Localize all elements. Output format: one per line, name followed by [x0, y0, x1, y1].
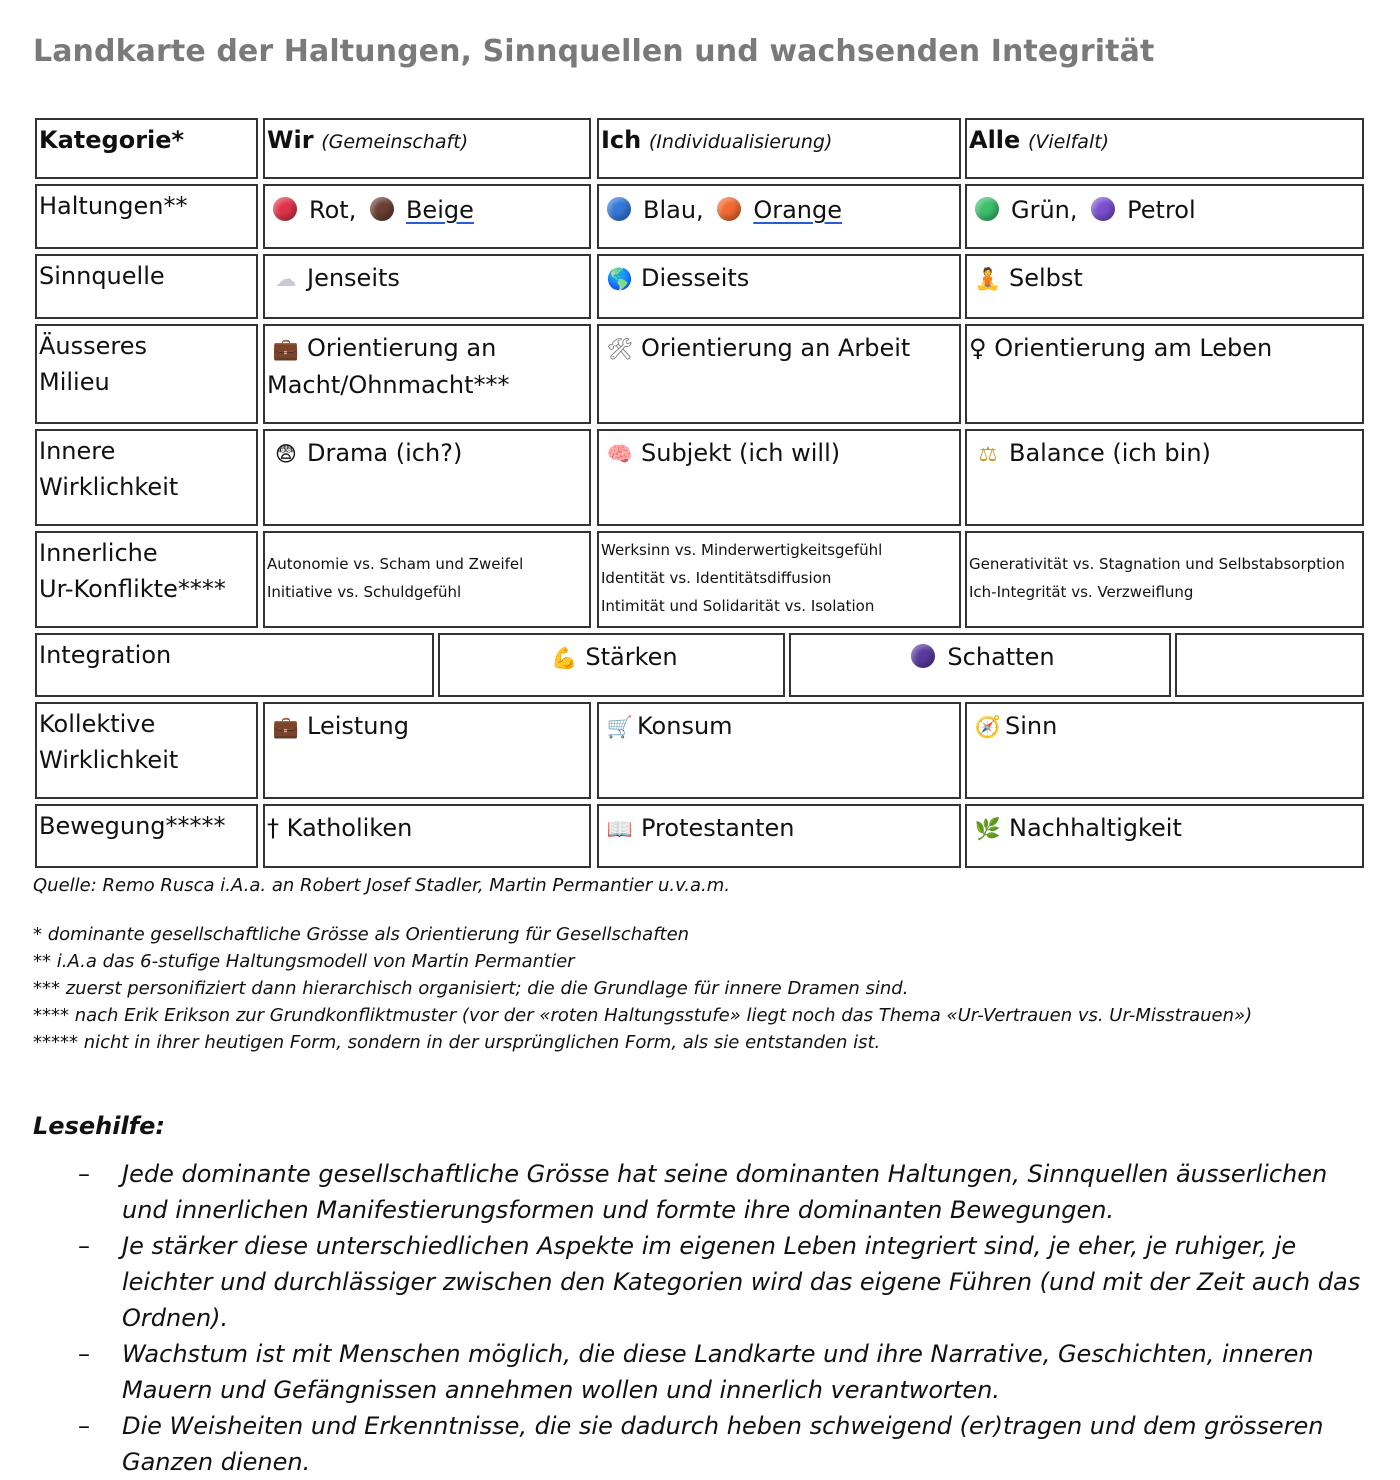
- brown-circle-icon: [370, 197, 394, 221]
- list-item: [33, 1336, 1373, 1408]
- kollektive-label-2: Wirklichkeit: [39, 746, 179, 774]
- lesehilfe-list: [33, 1156, 1373, 1480]
- innere-wir-text: Drama (ich?): [307, 439, 463, 467]
- fearful-face-icon: 😨: [275, 442, 297, 466]
- header-alle: [965, 118, 1364, 179]
- sinnquelle-wir: [263, 254, 591, 319]
- haltung-petrol: Petrol: [1127, 196, 1196, 224]
- konflikt-item: Intimität und Solidarität vs. Isolation: [601, 597, 875, 615]
- bewegung-ich-text: Protestanten: [641, 814, 795, 842]
- purple-circle-icon: [1091, 197, 1115, 221]
- herb-icon: 🌿: [974, 817, 1002, 841]
- bewegung-wir-text: Katholiken: [286, 814, 413, 842]
- integration-label: Integration: [39, 641, 172, 669]
- milieu-label-2: Milieu: [39, 368, 110, 396]
- staerken-text: Stärken: [585, 643, 678, 671]
- haltung-blau: Blau,: [643, 196, 704, 224]
- flexed-biceps-icon: 💪: [551, 646, 578, 670]
- haltungen-ich: [597, 184, 961, 249]
- milieu-alle: [965, 324, 1364, 424]
- row-label-bewegung: [35, 804, 258, 868]
- orange-circle-icon: [717, 197, 741, 221]
- lesehilfe-heading: Lesehilfe:: [33, 1112, 165, 1140]
- brain-icon: 🧠: [606, 442, 634, 466]
- kollektive-ich-text: Konsum: [637, 712, 733, 740]
- header-category: [35, 118, 258, 179]
- kollektive-ich: [597, 702, 961, 799]
- red-circle-icon: [273, 197, 297, 221]
- konflikte-ich: [597, 531, 961, 628]
- list-item: [33, 1228, 1373, 1336]
- integration-empty: [1175, 633, 1364, 697]
- haltungen-alle: [965, 184, 1364, 249]
- row-label-milieu: [35, 324, 258, 424]
- row-label-haltungen: [35, 184, 258, 249]
- page-title: Landkarte der Haltungen, Sinnquellen und wachsenden Integrität: [33, 34, 1155, 69]
- open-book-icon: 📖: [606, 817, 634, 841]
- footnote: **** nach Erik Erikson zur Grundkonfliktmuster (vor der «roten Haltungsstufe» liegt noch das Thema «Ur-Vertrauen vs. Ur-Misstrauen»): [33, 1005, 1253, 1026]
- schatten-text: Schatten: [947, 643, 1055, 671]
- konflikte-alle: [965, 531, 1364, 628]
- milieu-ich-text: Orientierung an Arbeit: [641, 334, 911, 362]
- milieu-alle-text: Orientierung am Leben: [994, 334, 1273, 362]
- venus-icon: ♀: [969, 334, 987, 362]
- integration-schatten: [789, 633, 1171, 697]
- sinnquelle-ich: [597, 254, 961, 319]
- header-category-label: Kategorie*: [39, 126, 185, 154]
- haltungen-label: Haltungen**: [39, 192, 188, 220]
- haltung-orange: Orange: [753, 196, 843, 224]
- lesehilfe-text: Wachstum ist mit Menschen möglich, die diese Landkarte und ihre Narrative, Geschichten, inneren Mauern und Gefängnissen annehmen wollen und innerlich verantworten.: [122, 1340, 1314, 1404]
- footnote: ***** nicht in ihrer heutigen Form, sondern in der ursprünglichen Form, als sie entstanden ist.: [33, 1032, 881, 1053]
- kollektive-alle: [965, 702, 1364, 799]
- meditation-icon: 🧘: [974, 267, 1002, 291]
- innere-ich-text: Subjekt (ich will): [641, 439, 841, 467]
- haltung-gruen: Grün,: [1011, 196, 1078, 224]
- haltung-beige: Beige: [405, 196, 474, 224]
- lesehilfe-text: Die Weisheiten und Erkenntnisse, die sie dadurch heben schweigend (er)tragen und dem grösseren Ganzen dienen.: [122, 1412, 1324, 1476]
- header-alle-label: Alle: [969, 126, 1021, 154]
- kollektive-wir-text: Leistung: [307, 712, 409, 740]
- row-label-konflikte: [35, 531, 258, 628]
- konflikte-label-1: Innerliche: [39, 539, 158, 567]
- bewegung-alle-text: Nachhaltigkeit: [1009, 814, 1182, 842]
- footnote: ** i.A.a das 6-stufige Haltungsmodell von Martin Permantier: [33, 951, 575, 972]
- konflikt-item: Generativität vs. Stagnation und Selbstabsorption: [969, 555, 1345, 573]
- innere-label-1: Innere: [39, 437, 116, 465]
- source-note: Quelle: Remo Rusca i.A.a. an Robert Josef Stadler, Martin Permantier u.v.a.m.: [33, 875, 731, 896]
- dash-bullet: –: [78, 1232, 90, 1260]
- milieu-wir-text-2: Macht/Ohnmacht***: [267, 371, 510, 399]
- kollektive-alle-text: Sinn: [1005, 712, 1058, 740]
- innere-wir: [263, 429, 591, 526]
- konflikte-wir: [263, 531, 591, 628]
- konflikt-item: Initiative vs. Schuldgefühl: [267, 583, 462, 601]
- innere-alle: [965, 429, 1364, 526]
- milieu-wir: [263, 324, 591, 424]
- sinnquelle-label: Sinnquelle: [39, 262, 165, 290]
- konflikt-item: Autonomie vs. Scham und Zweifel: [267, 555, 524, 573]
- dash-bullet: –: [78, 1160, 90, 1188]
- bewegung-alle: [965, 804, 1364, 868]
- compass-icon: 🧭: [974, 715, 1002, 739]
- konflikt-item: Ich-Integrität vs. Verzweiflung: [969, 583, 1194, 601]
- briefcase-icon: 💼: [272, 715, 300, 739]
- konflikte-label-2: Ur-Konflikte****: [39, 575, 226, 603]
- dash-bullet: –: [78, 1340, 90, 1368]
- header-ich: [597, 118, 961, 179]
- footnote: * dominante gesellschaftliche Grösse als Orientierung für Gesellschaften: [33, 924, 690, 945]
- header-wir: [263, 118, 591, 179]
- innere-ich: [597, 429, 961, 526]
- haltungen-wir: [263, 184, 591, 249]
- header-wir-label: Wir: [267, 126, 314, 154]
- footnote: *** zuerst personifiziert dann hierarchisch organisiert; die die Grundlage für innere Dramen sind.: [33, 978, 909, 999]
- innere-label-2: Wirklichkeit: [39, 473, 179, 501]
- haltung-rot: Rot,: [309, 196, 357, 224]
- green-circle-icon: [975, 197, 999, 221]
- globe-icon: 🌎: [606, 267, 634, 291]
- lesehilfe-text: Je stärker diese unterschiedlichen Aspekte im eigenen Leben integriert sind, je eher, je ruhiger, je leichter und durchlässiger zwischen den Kategorien wird das eigene Führen (und mit der Zeit auch das Ordnen).: [122, 1232, 1361, 1332]
- kollektive-label-1: Kollektive: [39, 710, 156, 738]
- milieu-label-1: Äusseres: [39, 332, 148, 360]
- kollektive-wir: [263, 702, 591, 799]
- row-label-kollektive: [35, 702, 258, 799]
- sinnquelle-ich-text: Diesseits: [641, 264, 750, 292]
- dash-bullet: –: [78, 1412, 90, 1440]
- row-label-integration: [35, 633, 434, 697]
- milieu-ich: [597, 324, 961, 424]
- header-alle-sub: (Vielfalt): [1027, 131, 1110, 153]
- briefcase-icon: 💼: [272, 337, 300, 361]
- row-label-sinnquelle: [35, 254, 258, 319]
- sinnquelle-wir-text: Jenseits: [307, 264, 400, 292]
- dagger-cross-icon: †: [267, 814, 279, 842]
- konflikt-item: Identität vs. Identitätsdiffusion: [601, 569, 832, 587]
- blue-circle-icon: [607, 197, 631, 221]
- bewegung-wir: [263, 804, 591, 868]
- list-item: [33, 1156, 1373, 1228]
- integration-staerken: [438, 633, 785, 697]
- header-ich-label: Ich: [601, 126, 642, 154]
- row-label-innere: [35, 429, 258, 526]
- konflikt-item: Werksinn vs. Minderwertigkeitsgefühl: [601, 541, 883, 559]
- list-item: [33, 1408, 1373, 1480]
- sinnquelle-alle-text: Selbst: [1009, 264, 1083, 292]
- innere-alle-text: Balance (ich bin): [1009, 439, 1211, 467]
- tools-icon: 🛠: [606, 337, 634, 361]
- sinnquelle-alle: [965, 254, 1364, 319]
- header-ich-sub: (Individualisierung): [648, 131, 833, 153]
- shopping-cart-icon: 🛒: [606, 715, 634, 739]
- header-wir-sub: (Gemeinschaft): [321, 131, 469, 153]
- bewegung-ich: [597, 804, 961, 868]
- scales-icon: ⚖: [978, 442, 998, 466]
- lesehilfe-text: Jede dominante gesellschaftliche Grösse hat seine dominanten Haltungen, Sinnquellen äusserlichen und innerlichen Manifestierungsformen und formte ihre dominanten Bewegungen.: [122, 1160, 1328, 1224]
- cloud-icon: ☁: [275, 267, 297, 291]
- bewegung-label: Bewegung*****: [39, 812, 226, 840]
- milieu-wir-text-1: Orientierung an: [307, 334, 497, 362]
- purple-circle-icon: [911, 644, 935, 668]
